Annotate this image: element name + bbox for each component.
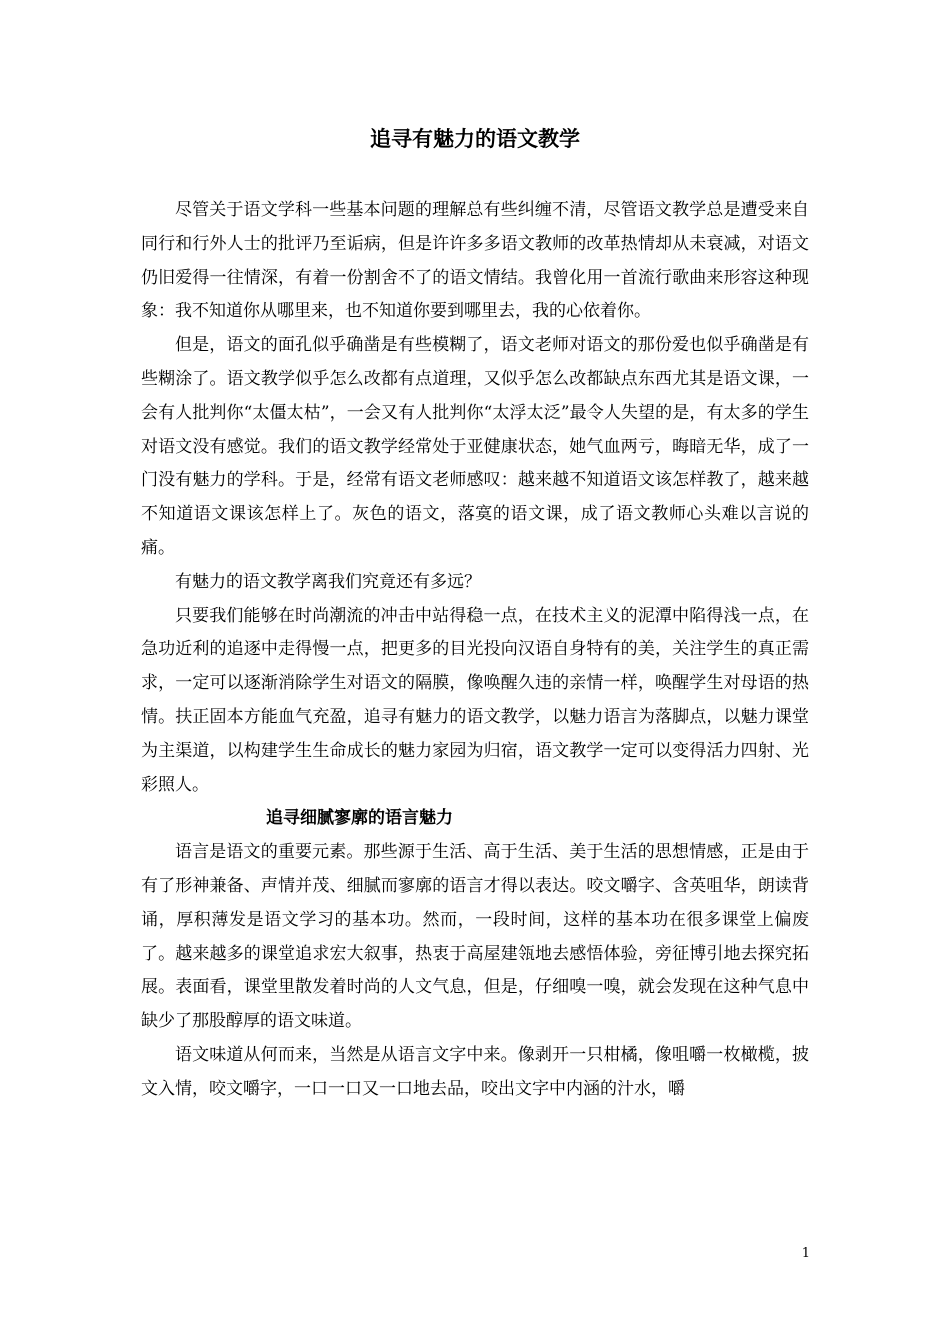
section-heading: 追寻细腻寥廓的语言魅力 xyxy=(266,808,453,829)
page-number: 1 xyxy=(801,1246,810,1261)
document-body xyxy=(141,194,809,1107)
paragraph-6: 语文味道从何而来，当然是从语言文字中来。像剥开一只柑橘，像咀嚼一枚橄榄，披文入情，咬文嚼字，一口一口又一口地去品，咬出文字中内涵的汁水，嚼 xyxy=(141,1044,809,1099)
paragraph-4: 只要我们能够在时尚潮流的冲击中站得稳一点，在技术主义的泥潭中陷得浅一点，在急功近利的追逐中走得慢一点，把更多的目光投向汉语自身特有的美，关注学生的真正需求，一定可以逐渐消除学生对语文的隔膜，像唤醒久违的亲情一样，唤醒学生对母语的热情。扶正固本方能血气充盈，追寻有魅力的语文教学，以魅力语言为落脚点，以魅力课堂为主渠道，以构建学生生命成长的魅力家园为归宿，语文教学一定可以变得活力四射、光彩照人。 xyxy=(141,605,809,795)
document-title: 追寻有魅力的语文教学 xyxy=(370,126,580,151)
paragraph-5: 语言是语文的重要元素。那些源于生活、高于生活、美于生活的思想情感，正是由于有了形神兼备、声情并茂、细腻而寥廓的语言才得以表达。咬文嚼字、含英咀华，朗读背诵，厚积薄发是语文学习的基本功。然而，一段时间，这样的基本功在很多课堂上偏废了。越来越多的课堂追求宏大叙事，热衷于高屋建瓴地去感悟体验，旁征博引地去探究拓展。表面看，课堂里散发着时尚的人文气息，但是，仔细嗅一嗅，就会发现在这种气息中缺少了那股醇厚的语文味道。 xyxy=(141,842,809,1032)
paragraph-3: 有魅力的语文教学离我们究竟还有多远？ xyxy=(175,571,481,592)
paragraph-2: 但是，语文的面孔似乎确凿是有些模糊了，语文老师对语文的那份爱也似乎确凿是有些糊涂了。语文教学似乎怎么改都有点道理，又似乎怎么改都缺点东西尤其是语文课，一会有人批判你“太僵太枯”，一会又有人批判你“太浮太泛”最令人失望的是，有太多的学生对语文没有感觉。我们的语文教学经常处于亚健康状态，她气血两亏，晦暗无华，成了一门没有魅力的学科。于是，经常有语文老师感叹：越来越不知道语文该怎样教了，越来越不知道语文课该怎样上了。灰色的语文，落寞的语文课，成了语文教师心头难以言说的痛。 xyxy=(141,335,809,558)
paragraph-1: 尽管关于语文学科一些基本问题的理解总有些纠缠不清，尽管语文教学总是遭受来自同行和行外人士的批评乃至诟病，但是许许多多语文教师的改革热情却从未衰减，对语文仍旧爱得一往情深，有着一份割舍不了的语文情结。我曾化用一首流行歌曲来形容这种现象：我不知道你从哪里来，也不知道你要到哪里去，我的心依着你。 xyxy=(141,200,809,322)
